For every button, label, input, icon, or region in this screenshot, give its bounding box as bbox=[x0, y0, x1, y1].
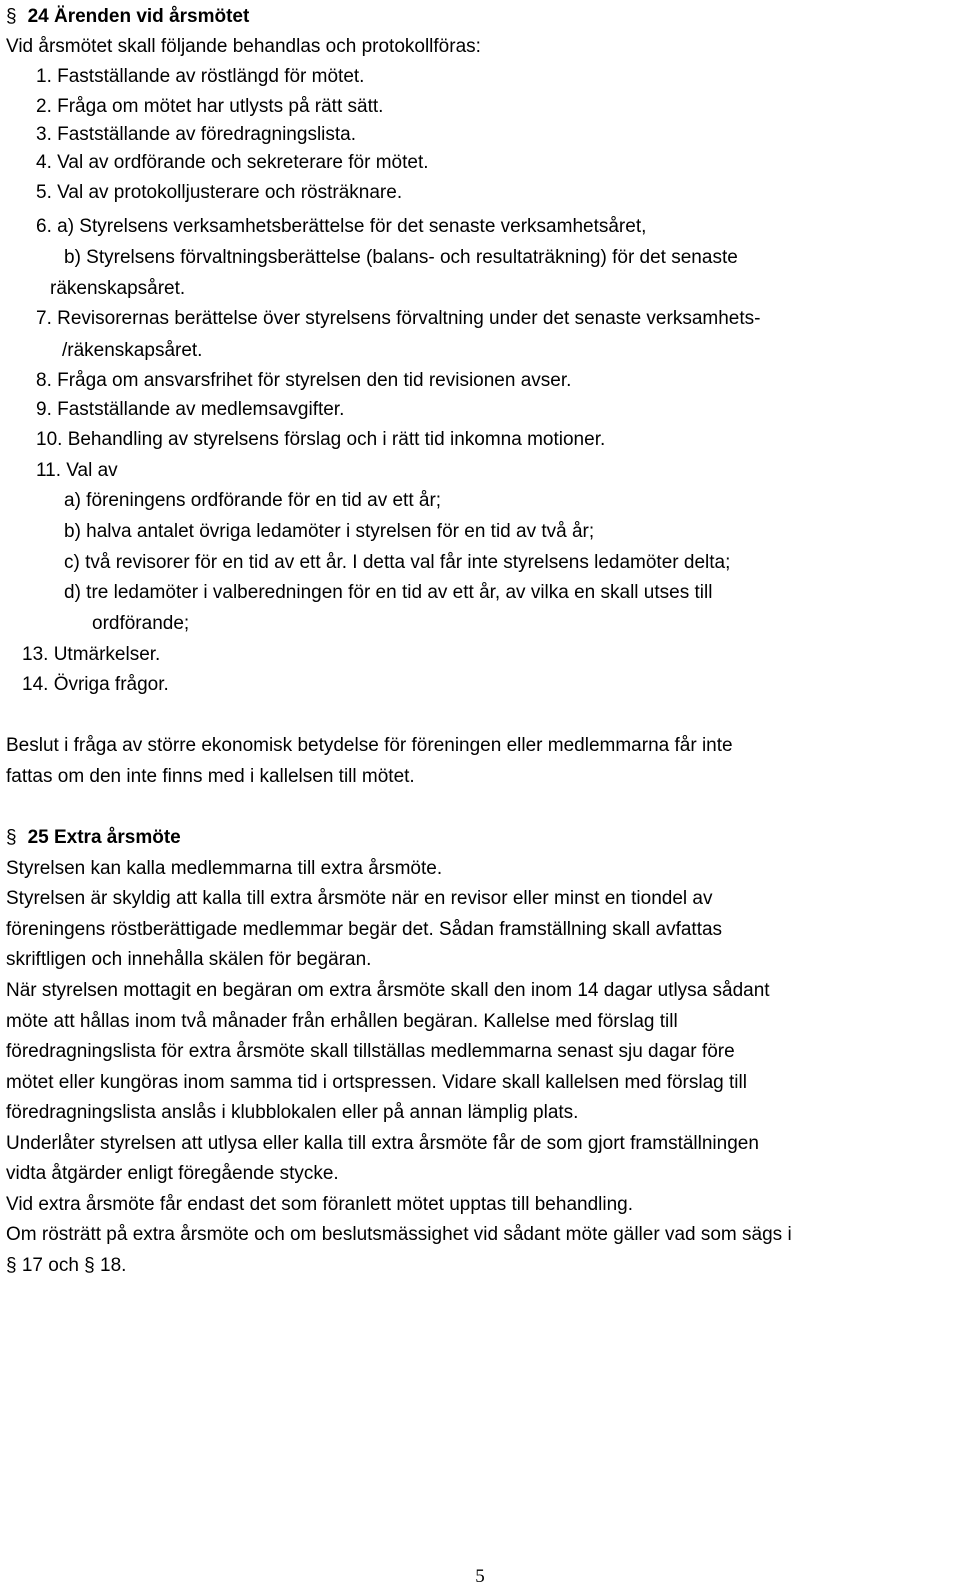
section-sign: § bbox=[6, 827, 17, 848]
paragraph-line: Vid extra årsmöte får endast det som föranlett mötet upptas till behandling. bbox=[6, 1194, 633, 1215]
section-24-heading bbox=[6, 2, 249, 32]
section-24-closing: fattas om den inte finns med i kallelsen till mötet. bbox=[6, 766, 415, 787]
agenda-item: 14. Övriga frågor. bbox=[22, 674, 169, 695]
agenda-item-sub: b) Styrelsens förvaltningsberättelse (balans- och resultaträkning) för det senaste bbox=[64, 247, 738, 268]
agenda-item: 10. Behandling av styrelsens förslag och i rätt tid inkomna motioner. bbox=[36, 429, 606, 450]
paragraph-line: Styrelsen kan kalla medlemmarna till extra årsmöte. bbox=[6, 858, 443, 879]
paragraph-line: skriftligen och innehålla skälen för begäran. bbox=[6, 949, 372, 970]
agenda-item: 11. Val av bbox=[36, 460, 118, 481]
agenda-item: 7. Revisorernas berättelse över styrelsens förvaltning under det senaste verksamhets- bbox=[36, 308, 761, 329]
section-25-title: 25 Extra årsmöte bbox=[27, 827, 181, 848]
agenda-item: 2. Fråga om mötet har utlysts på rätt sätt. bbox=[36, 96, 384, 117]
agenda-item-sub: c) två revisorer för en tid av ett år. I detta val får inte styrelsens ledamöter delta; bbox=[64, 552, 731, 573]
agenda-item: 9. Fastställande av medlemsavgifter. bbox=[36, 399, 345, 420]
agenda-item: 1. Fastställande av röstlängd för mötet. bbox=[36, 66, 365, 87]
agenda-item: 4. Val av ordförande och sekreterare för mötet. bbox=[36, 152, 429, 173]
page-number: 5 bbox=[475, 1566, 485, 1587]
section-sign: § bbox=[6, 6, 17, 27]
paragraph-line: föredragningslista anslås i klubblokalen eller på annan lämplig plats. bbox=[6, 1102, 579, 1123]
paragraph-line: vidta åtgärder enligt föregående stycke. bbox=[6, 1163, 339, 1184]
section-24-title: 24 Ärenden vid årsmötet bbox=[27, 6, 250, 27]
paragraph-line: Om rösträtt på extra årsmöte och om beslutsmässighet vid sådant möte gäller vad som sägs i bbox=[6, 1224, 792, 1245]
paragraph-line: § 17 och § 18. bbox=[6, 1255, 127, 1276]
agenda-item-cont: /räkenskapsåret. bbox=[62, 340, 203, 361]
paragraph-line: föreningens röstberättigade medlemmar begär det. Sådan framställning skall avfattas bbox=[6, 919, 723, 940]
agenda-item: 13. Utmärkelser. bbox=[22, 644, 161, 665]
agenda-item-sub: d) tre ledamöter i valberedningen för en tid av ett år, av vilka en skall utses till bbox=[64, 582, 713, 603]
agenda-item: 6. a) Styrelsens verksamhetsberättelse för det senaste verksamhetsåret, bbox=[36, 216, 647, 237]
paragraph-line: föredragningslista för extra årsmöte skall tillställas medlemmarna senast sju dagar före bbox=[6, 1041, 735, 1062]
agenda-item: 8. Fråga om ansvarsfrihet för styrelsen den tid revisionen avser. bbox=[36, 370, 572, 391]
paragraph-line: möte att hållas inom två månader från erhållen begäran. Kallelse med förslag till bbox=[6, 1011, 678, 1032]
section-25-heading bbox=[6, 823, 181, 853]
agenda-item: 3. Fastställande av föredragningslista. bbox=[36, 124, 357, 145]
agenda-item-cont: ordförande; bbox=[92, 613, 190, 634]
paragraph-line: Underlåter styrelsen att utlysa eller kalla till extra årsmöte får de som gjort framställningen bbox=[6, 1133, 759, 1154]
paragraph-line: mötet eller kungöras inom samma tid i ortspressen. Vidare skall kallelsen med förslag till bbox=[6, 1072, 747, 1093]
agenda-item-sub: a) föreningens ordförande för en tid av ett år; bbox=[64, 490, 442, 511]
paragraph-line: När styrelsen mottagit en begäran om extra årsmöte skall den inom 14 dagar utlysa sådant bbox=[6, 980, 770, 1001]
agenda-item: 5. Val av protokolljusterare och rösträknare. bbox=[36, 182, 403, 203]
agenda-item-cont: räkenskapsåret. bbox=[50, 278, 186, 299]
section-24-intro: Vid årsmötet skall följande behandlas och protokollföras: bbox=[6, 36, 481, 57]
agenda-item-sub: b) halva antalet övriga ledamöter i styrelsen för en tid av två år; bbox=[64, 521, 595, 542]
section-24-closing: Beslut i fråga av större ekonomisk betydelse för föreningen eller medlemmarna får inte bbox=[6, 735, 733, 756]
paragraph-line: Styrelsen är skyldig att kalla till extra årsmöte när en revisor eller minst en tiondel av bbox=[6, 888, 713, 909]
